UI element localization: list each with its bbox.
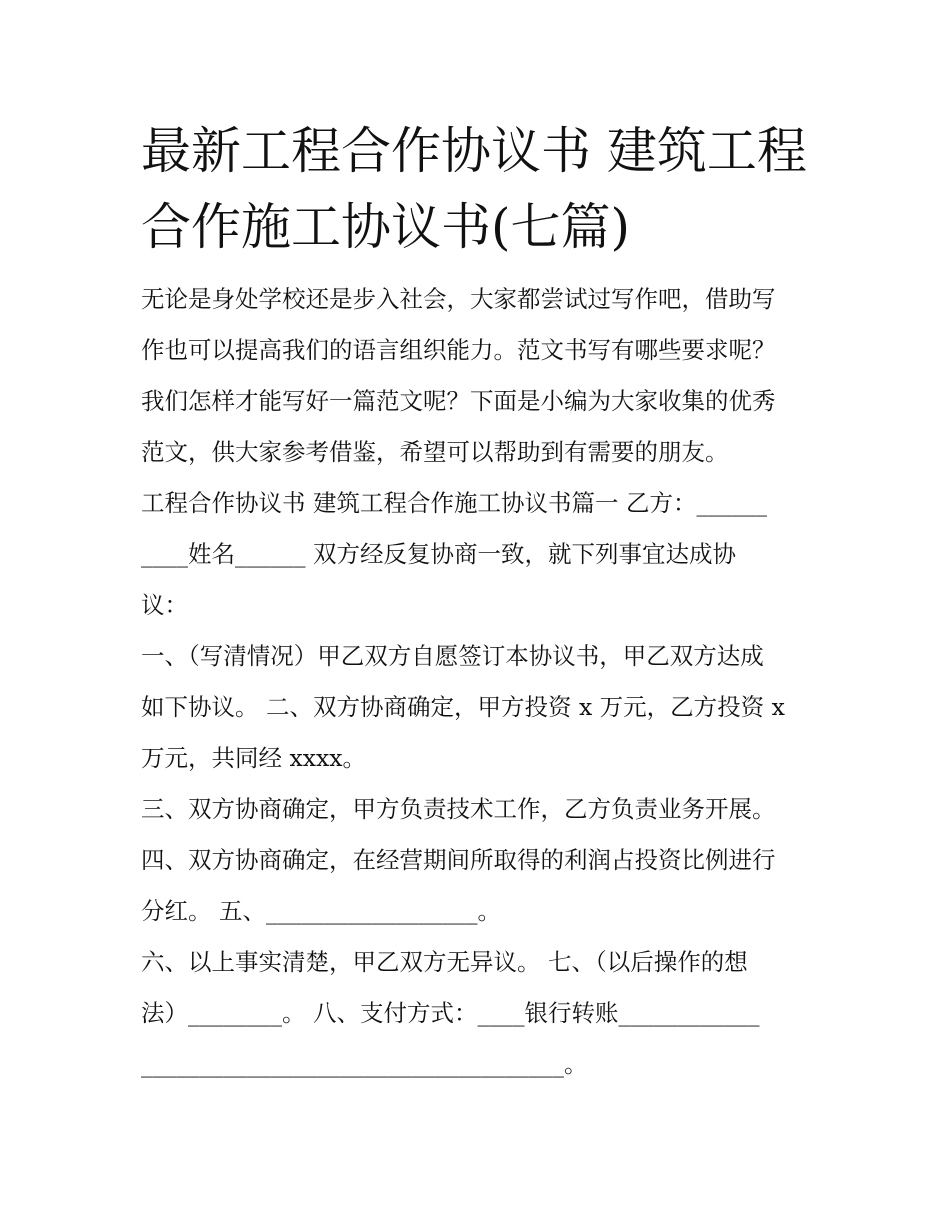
body-line: 分红。 五、__________________。	[141, 897, 501, 925]
body-line: 六、以上事实清楚，甲乙双方无异议。 七、（以后操作的想	[141, 948, 748, 976]
title-line-2: 合作施工协议书(七篇)	[141, 198, 631, 256]
body-line: 法）________。 八、支付方式：____银行转账____________	[141, 999, 760, 1027]
body-line: 一、（写清情况）甲乙双方自愿签订本协议书，甲乙双方达成	[141, 642, 764, 670]
body-line: 如下协议。 二、双方协商确定，甲方投资 x 万元，乙方投资 x	[141, 693, 785, 721]
title-line-1: 最新工程合作协议书 建筑工程	[141, 122, 807, 180]
body-line: 范文，供大家参考借鉴，希望可以帮助到有需要的朋友。	[141, 438, 729, 466]
document-body	[141, 274, 821, 1090]
document-title	[141, 113, 821, 265]
body-line: 工程合作协议书 建筑工程合作施工协议书篇一 乙方：______	[141, 489, 767, 517]
body-line: ____________________________________。	[141, 1050, 588, 1078]
body-line: 三、双方协商确定，甲方负责技术工作，乙方负责业务开展。	[141, 795, 776, 823]
body-line: 议：	[141, 591, 188, 619]
body-line: 万元，共同经 xxxx。	[141, 744, 366, 772]
body-line: 作也可以提高我们的语言组织能力。范文书写有哪些要求呢？	[141, 336, 776, 364]
body-line: 我们怎样才能写好一篇范文呢？下面是小编为大家收集的优秀	[141, 387, 776, 415]
body-line: 四、双方协商确定，在经营期间所取得的利润占投资比例进行	[141, 846, 776, 874]
body-line: 无论是身处学校还是步入社会，大家都尝试过写作吧，借助写	[141, 285, 776, 313]
body-line: ____姓名______ 双方经反复协商一致，就下列事宜达成协	[141, 540, 736, 568]
